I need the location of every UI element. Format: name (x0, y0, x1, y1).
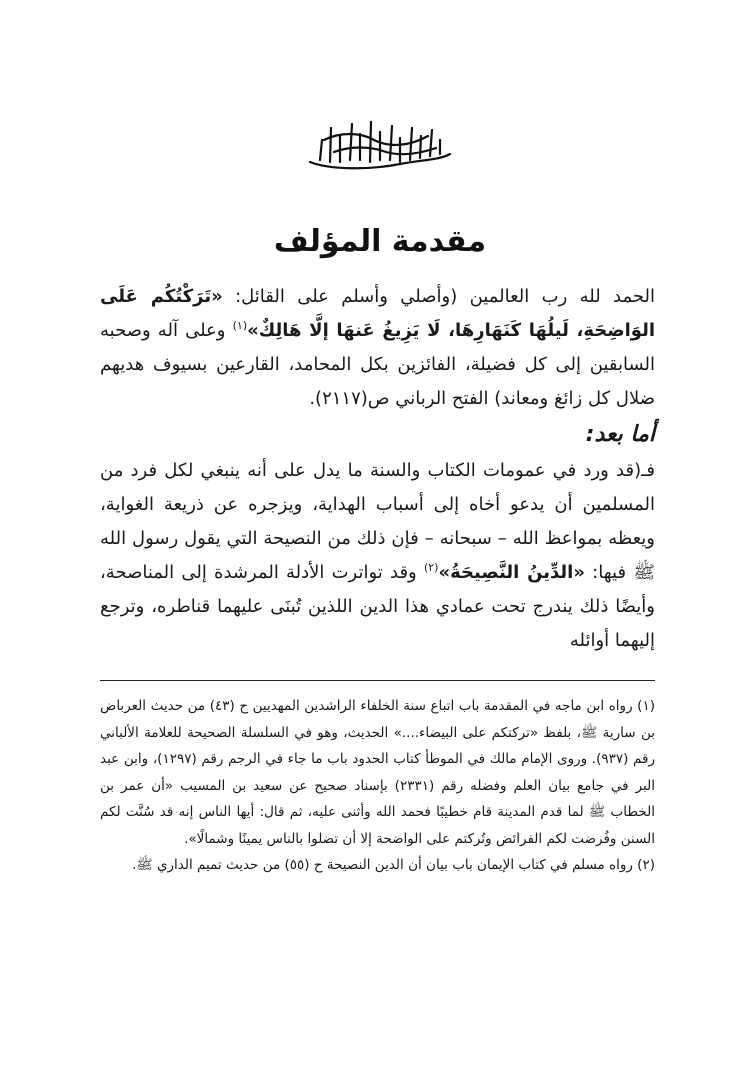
basmala-calligraphy-icon (300, 110, 460, 180)
main-text (100, 280, 655, 658)
footnote-ref-1: (١) (232, 319, 248, 332)
intro-hadith: «تَرَكْتُكُم عَلَى الوَاضِحَةِ، لَيلُهَا كَنَهَارِهَا، لَا يَزِيغُ عَنهَا إلَّا هَالِكٌ» (100, 286, 656, 341)
footnote-separator (100, 680, 655, 681)
para2-hadith: «الدِّينُ النَّصِيحَةُ» (438, 562, 585, 583)
footnote-ref-2: (٢) (423, 561, 439, 574)
second-paragraph (100, 454, 655, 658)
amma-baad-heading: أما بعد: (585, 422, 655, 447)
footnotes (100, 693, 655, 879)
intro-rest: وعلى آله وصحبه السابقين إلى كل فضيلة، الفائزين بكل المحامد، القارعين بسيوف هديهم ضلال كل زائغ ومعاند) الفتح الرباني ص(٢١١٧). (100, 320, 655, 409)
intro-lead: الحمد لله رب العالمين (وأصلي وأسلم على القائل: (222, 286, 655, 307)
footnote-1: (١) رواه ابن ماجه في المقدمة باب اتباع سنة الخلفاء الراشدين المهديين ح (٤٣) من حديث العرباض بن سارية ﷺ، بلفظ «تركتكم على البيضاء....» الحديث، وهو في السلسلة الصحيحة للعلامة الألباني رقم (٩٣٧). وروى الإمام مالك في الموطأ كتاب الحدود باب ما جاء في الرجم رقم (١٢٩٧)، وابن عبد البر في جامع بيان العلم وفضله رقم (٢٣٣١) بإسناد صحيح عن سعيد بن المسيب «أن عمر بن الخطاب ﷺ لما قدم المدينة قام خطيبًا فحمد الله وأثنى عليه، ثم قال: أيها الناس إنه قد سُنَّت لكم السنن وفُرضت لكم الفرائض وتُركتم على الواضحة إلا أن تضلوا بالناس يمينًا وشمالًا». (100, 698, 656, 847)
page-title: مقدمة المؤلف (273, 224, 487, 259)
intro-paragraph (100, 280, 655, 416)
para2-part2: وقد تواترت الأدلة المرشدة إلى المناصحة، وأيضًا ذلك يندرج تحت عمادي هذا الدين اللذين تُبنَى عليهما قناطره، وترجع إليهما أوائله (100, 562, 655, 651)
footnote-2: (٢) رواه مسلم في كتاب الإيمان باب بيان أن الدين النصيحة ح (٥٥) من حديث تميم الداري ﷺ. (132, 857, 655, 873)
para2-part1: فـ(قد ورد في عمومات الكتاب والسنة ما يدل على أنه ينبغي لكل فرد من المسلمين أن يدعو أخاه إلى أسباب الهداية، ويزجره عن ذريعة الغواية، ويعظه بمواعظ الله – سبحانه – فإن ذلك من النصيحة التي يقول رسول الله ﷺ فيها: (100, 460, 655, 583)
